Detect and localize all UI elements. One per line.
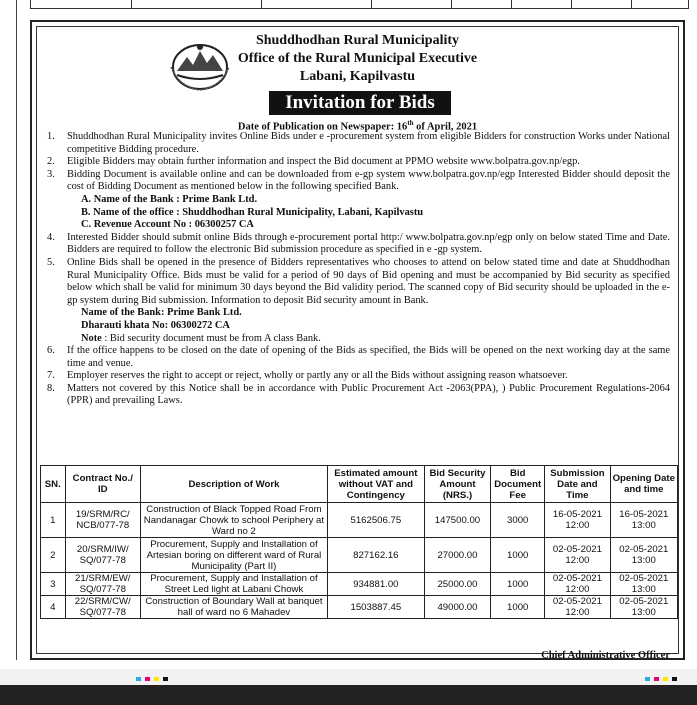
clause: 6. If the office happens to be closed on the date of opening of the Bids as specified, the Bids will be opened on the next working day at the same time and venue. xyxy=(47,345,670,369)
registration-mark-black xyxy=(672,677,677,681)
dharauti-khata: Dharauti khata No: 06300272 CA xyxy=(81,319,230,331)
bank-name: A. Name of the Bank : Prime Bank Ltd. xyxy=(81,193,258,205)
table-cell: 147500.00 xyxy=(424,503,490,538)
column-header: Bid Document Fee xyxy=(491,466,545,503)
table-cell: Construction of Black Topped Road From Nandanagar Chowk to school Periphery at Ward no 2 xyxy=(141,503,328,538)
notice-clauses xyxy=(41,131,670,408)
column-header: Submission Date and Time xyxy=(545,466,610,503)
security-bank-name: Name of the Bank: Prime Bank Ltd. xyxy=(81,307,242,319)
registration-mark-yellow xyxy=(154,677,159,681)
office-location: Labani, Kapilvastu xyxy=(299,69,416,84)
clause: 7. Employer reserves the right to accept or reject, wholly or partly any or all the Bids without assigning reason whatsoever. xyxy=(47,370,568,382)
table-row xyxy=(41,596,678,619)
table-cell: 1000 xyxy=(491,538,545,573)
registration-mark-cyan xyxy=(645,677,650,681)
table-cell: 27000.00 xyxy=(424,538,490,573)
table-cell: 3000 xyxy=(491,503,545,538)
registration-mark-cyan xyxy=(136,677,141,681)
column-header: SN. xyxy=(41,466,66,503)
table-cell: 3 xyxy=(41,573,66,596)
clause: 5. Online Bids shall be opened in the presence of Bidders representatives who chooses to attend on below stated time and date at Shuddhodhan Rural Municipality Office. Bids must be valid for a period of 90 days of Bid opening and must be accompanied by Bid security as specified below which shall be valid for minimum 30 days beyond the Bid validity period. The scanned copy of Bid security should be uploaded in the e-gp system during Bid submission. Information to deposit Bid security amount in Bank. xyxy=(47,256,670,306)
registration-mark-yellow xyxy=(663,677,668,681)
table-header-row xyxy=(41,466,678,503)
table-cell: 02-05-2021 13:00 xyxy=(610,538,677,573)
table-cell: 02-05-2021 12:00 xyxy=(545,538,610,573)
signatory: Chief Administrative Officer xyxy=(541,650,670,661)
office-account-name: B. Name of the office : Shuddhodhan Rural Municipality, Labani, Kapilvastu xyxy=(81,206,424,218)
table-cell: 1 xyxy=(41,503,66,538)
registration-mark-black xyxy=(163,677,168,681)
column-header: Description of Work xyxy=(141,466,328,503)
column-header: Opening Date and time xyxy=(610,466,677,503)
table-cell: 1503887.45 xyxy=(327,596,424,619)
table-cell: 16-05-2021 12:00 xyxy=(545,503,610,538)
table-cell: 2 xyxy=(41,538,66,573)
adjacent-table-edge xyxy=(30,0,689,9)
table-cell: 934881.00 xyxy=(327,573,424,596)
registration-mark-magenta xyxy=(654,677,659,681)
notice-title: Invitation for Bids xyxy=(269,91,451,115)
table-cell: Procurement, Supply and Installation of Artesian boring on different ward of Rural Municipality (Part II) xyxy=(141,538,328,573)
column-header: Contract No./ ID xyxy=(65,466,141,503)
registration-mark-magenta xyxy=(145,677,150,681)
revenue-account: C. Revenue Account No : 06300257 CA xyxy=(81,219,254,231)
table-row xyxy=(41,573,678,596)
bank-note: Note : Bid security document must be from A class Bank. xyxy=(81,332,321,344)
table-cell: 4 xyxy=(41,596,66,619)
office-name: Office of the Rural Municipal Executive xyxy=(237,51,478,66)
bids-table xyxy=(40,465,678,619)
bid-notice xyxy=(30,20,685,660)
page-footer-band xyxy=(0,669,697,705)
clause: 2. Eligible Bidders may obtain further information and inspect the Bid document at PPMO website www.bolpatra.gov.np/egp. xyxy=(47,156,580,168)
municipality-name: Shuddhodhan Rural Municipality xyxy=(255,33,460,48)
table-cell: 1000 xyxy=(491,596,545,619)
table-row xyxy=(41,503,678,538)
clause: 3. Bidding Document is available online and can be downloaded from e-gp system www.bolpatra.gov.np/egp Interested Bidder should deposit the cost of Bidding Document as mentioned below in the following specified Bank. xyxy=(47,168,670,193)
table-cell: 20/SRM/IW/ SQ/077-78 xyxy=(65,538,141,573)
column-header: Estimated amount without VAT and Contingency xyxy=(327,466,424,503)
table-cell: 02-05-2021 13:00 xyxy=(610,596,677,619)
table-cell: 02-05-2021 13:00 xyxy=(610,573,677,596)
table-cell: 22/SRM/CW/ SQ/077-78 xyxy=(65,596,141,619)
table-cell: 02-05-2021 12:00 xyxy=(545,596,610,619)
column-header: Bid Security Amount (NRS.) xyxy=(424,466,490,503)
table-cell: 827162.16 xyxy=(327,538,424,573)
table-cell: 5162506.75 xyxy=(327,503,424,538)
publication-date: Date of Publication on Newspaper: 16th of April, 2021 xyxy=(237,119,478,133)
notice-inner-border xyxy=(36,26,679,661)
clause: 1. Shuddhodhan Rural Municipality invites Online Bids under e -procurement system from eligible Bidders for construction Works under National competitive Bidding procedure. xyxy=(47,131,670,155)
table-cell: 21/SRM/EW/ SQ/077-78 xyxy=(65,573,141,596)
clause: 8. Matters not covered by this Notice shall be in accordance with Public Procurement Act -2063(PPA), ) Public Procurement Regulations-2064 (PPR) and prevailing Laws. xyxy=(47,382,670,407)
table-cell: 49000.00 xyxy=(424,596,490,619)
table-cell: 16-05-2021 13:00 xyxy=(610,503,677,538)
table-cell: 19/SRM/RC/ NCB/077-78 xyxy=(65,503,141,538)
table-cell: 25000.00 xyxy=(424,573,490,596)
table-row xyxy=(41,538,678,573)
table-cell: Procurement, Supply and Installation of Street Led light at Labani Chowk xyxy=(141,573,328,596)
clause: 4. Interested Bidder should submit online Bids through e-procurement portal http:/ www.bolpatra.gov.np/egp only on below stated Time and Date. Bidders are required to follow the electronic Bid submission procedure as specified in e -gp system. xyxy=(47,231,670,256)
table-cell: 1000 xyxy=(491,573,545,596)
adjacent-column-edge xyxy=(0,0,17,660)
table-cell: 02-05-2021 12:00 xyxy=(545,573,610,596)
footer-light-band xyxy=(0,669,697,685)
table-cell: Construction of Boundary Wall at banquet hall of ward no 6 Mahadev xyxy=(141,596,328,619)
